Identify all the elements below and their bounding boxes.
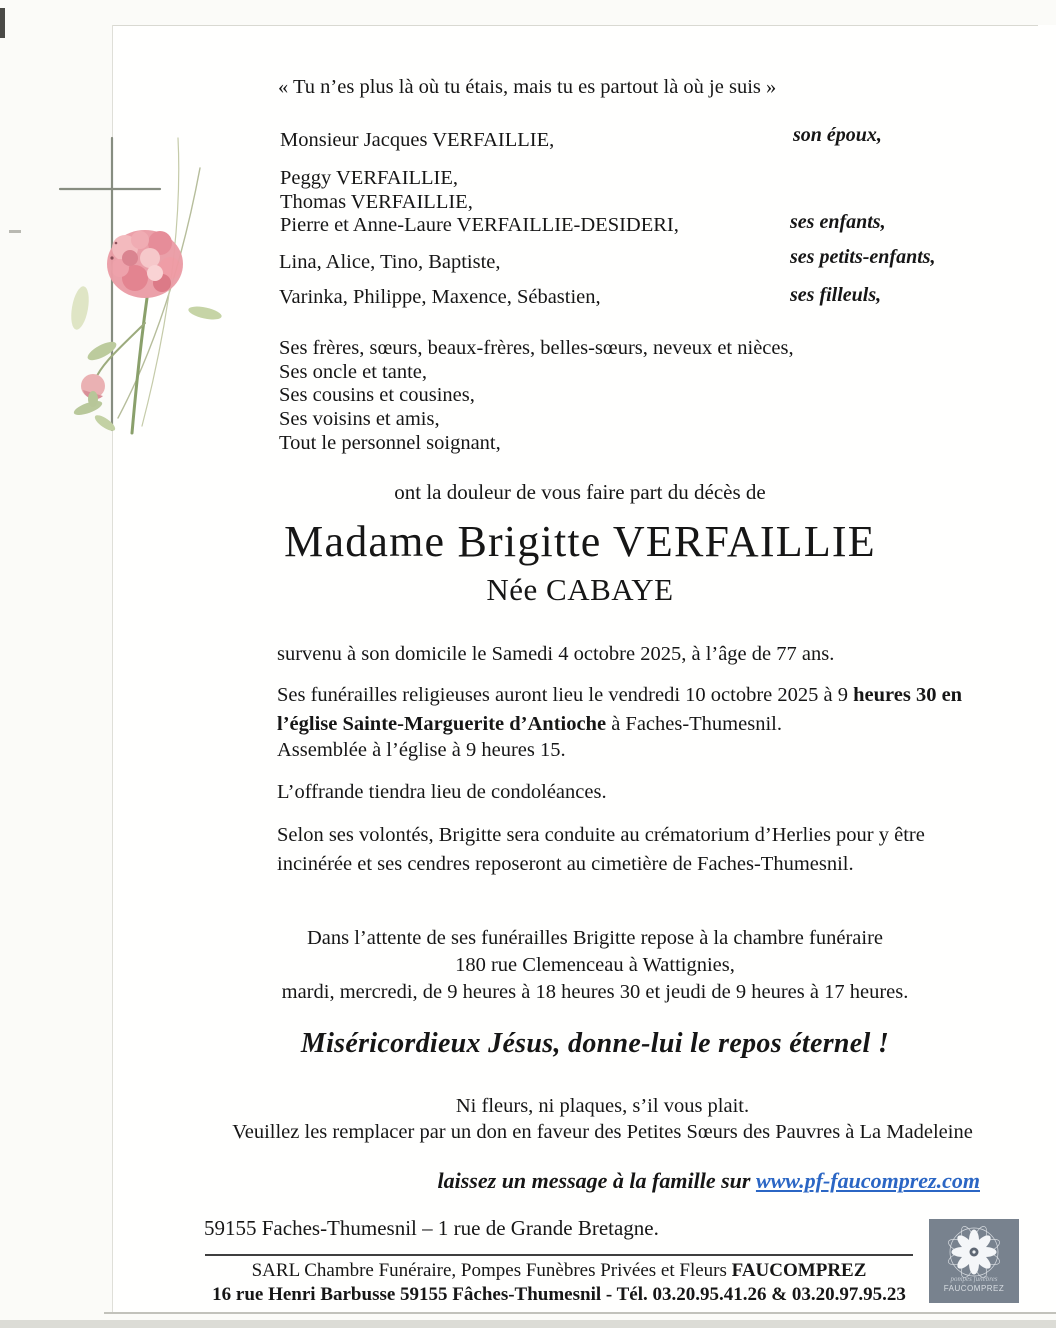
scan-bottom-strip — [0, 1320, 1056, 1328]
visitation-line: Dans l’attente de ses funérailles Brigitte repose à la chambre funéraire — [306, 927, 884, 949]
maiden-name: Née CABAYE — [486, 571, 674, 607]
death-info-line: survenu à son domicile le Samedi 4 octobre 2025, à l’âge de 77 ans. — [277, 643, 835, 665]
address-line: 59155 Faches-Thumesnil – 1 rue de Grande Bretagne. — [204, 1216, 659, 1240]
footer-company-block — [205, 1259, 913, 1307]
footer-company-line — [205, 1259, 913, 1283]
announcement-line: ont la douleur de vous faire part du décès de — [394, 480, 766, 504]
footer-address-tel: 16 rue Henri Barbusse 59155 Fâches-Thumesnil - Tél. 03.20.95.41.26 & 03.20.97.95.23 — [212, 1284, 906, 1305]
visitation-line: 180 rue Clemenceau à Wattignies, — [455, 954, 735, 976]
offering-line: L’offrande tiendra lieu de condoléances. — [277, 781, 607, 803]
cross-flower-illustration — [50, 108, 265, 448]
assembly-line: Assemblée à l’église à 9 heures 15. — [277, 739, 566, 761]
donation-block — [110, 1094, 1056, 1145]
funeral-text: Ses funérailles religieuses auront lieu le vendredi 10 octobre 2025 à 9 — [277, 684, 854, 706]
visitation-line: mardi, mercredi, de 9 heures à 18 heures 30 et jeudi de 9 heures à 17 heures. — [281, 981, 909, 1003]
prayer-line: Miséricordieux Jésus, donne-lui le repos éternel ! — [300, 1028, 890, 1059]
logo-name: FAUCOMPREZ — [943, 1284, 1005, 1293]
scanner-artifact-mark — [0, 8, 5, 38]
relatives-line: Ses voisins et amis, — [279, 408, 440, 431]
child-name: Thomas VERFAILLIE, — [280, 190, 473, 213]
footer-company-text: SARL Chambre Funéraire, Pompes Funèbres Privées et Fleurs — [251, 1260, 732, 1281]
relatives-line: Ses frères, sœurs, beaux-frères, belles-sœurs, neveux et nièces, — [279, 337, 794, 359]
carnation-flower — [107, 230, 183, 298]
grandchildren-names: Lina, Alice, Tino, Baptiste, — [279, 251, 501, 273]
visitation-block — [140, 925, 1050, 1006]
funeral-text: à Faches-Thumesnil. — [606, 713, 782, 735]
footer-company-name: FAUCOMPREZ — [731, 1260, 867, 1281]
opening-quote: « Tu n’es plus là où tu étais, mais tu es partout là où je suis » — [278, 76, 777, 98]
children-names — [280, 167, 679, 238]
child-name: Pierre et Anne-Laure VERFAILLIE-DESIDERI, — [280, 214, 679, 237]
funeral-text-bold: heures 30 en l’église Sainte-Marguerite d’Antioche — [277, 684, 963, 735]
funeral-paragraph — [277, 681, 999, 739]
card-bottom-edge — [104, 1312, 1056, 1314]
children-relation-label: ses enfants, — [790, 211, 886, 233]
godchildren-relation-label: ses filleuls, — [790, 284, 882, 306]
child-name: Peggy VERFAILLIE, — [280, 167, 459, 189]
logo-tagline: pompes funèbres — [950, 1275, 998, 1283]
donation-line: Ni fleurs, ni plaques, s’il vous plait. — [455, 1095, 750, 1117]
cremation-paragraph: Selon ses volontés, Brigitte sera conduite au crématorium d’Herlies pour y être incinérée et ses cendres reposeront au cimetière de Faches-Thumesnil. — [277, 824, 925, 875]
godchildren-names: Varinka, Philippe, Maxence, Sébastien, — [279, 286, 601, 308]
family-message-link[interactable]: www.pf-faucomprez.com — [755, 1168, 980, 1193]
relatives-line: Tout le personnel soignant, — [279, 431, 501, 454]
footer-divider — [205, 1254, 913, 1256]
donation-line: Veuillez les remplacer par un don en faveur des Petites Sœurs des Pauvres à La Madeleine — [232, 1120, 973, 1143]
scanner-artifact-dot — [9, 230, 21, 233]
message-label: laissez un message à la famille sur — [437, 1168, 756, 1193]
grandchildren-relation-label: ses petits-enfants, — [790, 246, 936, 268]
relatives-line: Ses oncle et tante, — [279, 360, 428, 383]
message-line — [0, 1168, 980, 1194]
deceased-name: Madame Brigitte VERFAILLIE — [284, 517, 876, 566]
faucomprez-logo — [929, 1219, 1019, 1303]
card-top-edge — [112, 25, 1038, 26]
deceased-name-block — [130, 518, 1030, 608]
relatives-line: Ses cousins et cousines, — [279, 384, 475, 407]
spouse-name: Monsieur Jacques VERFAILLIE, — [280, 129, 555, 151]
relatives-list — [279, 337, 794, 456]
spouse-relation-label: son époux, — [793, 124, 882, 146]
